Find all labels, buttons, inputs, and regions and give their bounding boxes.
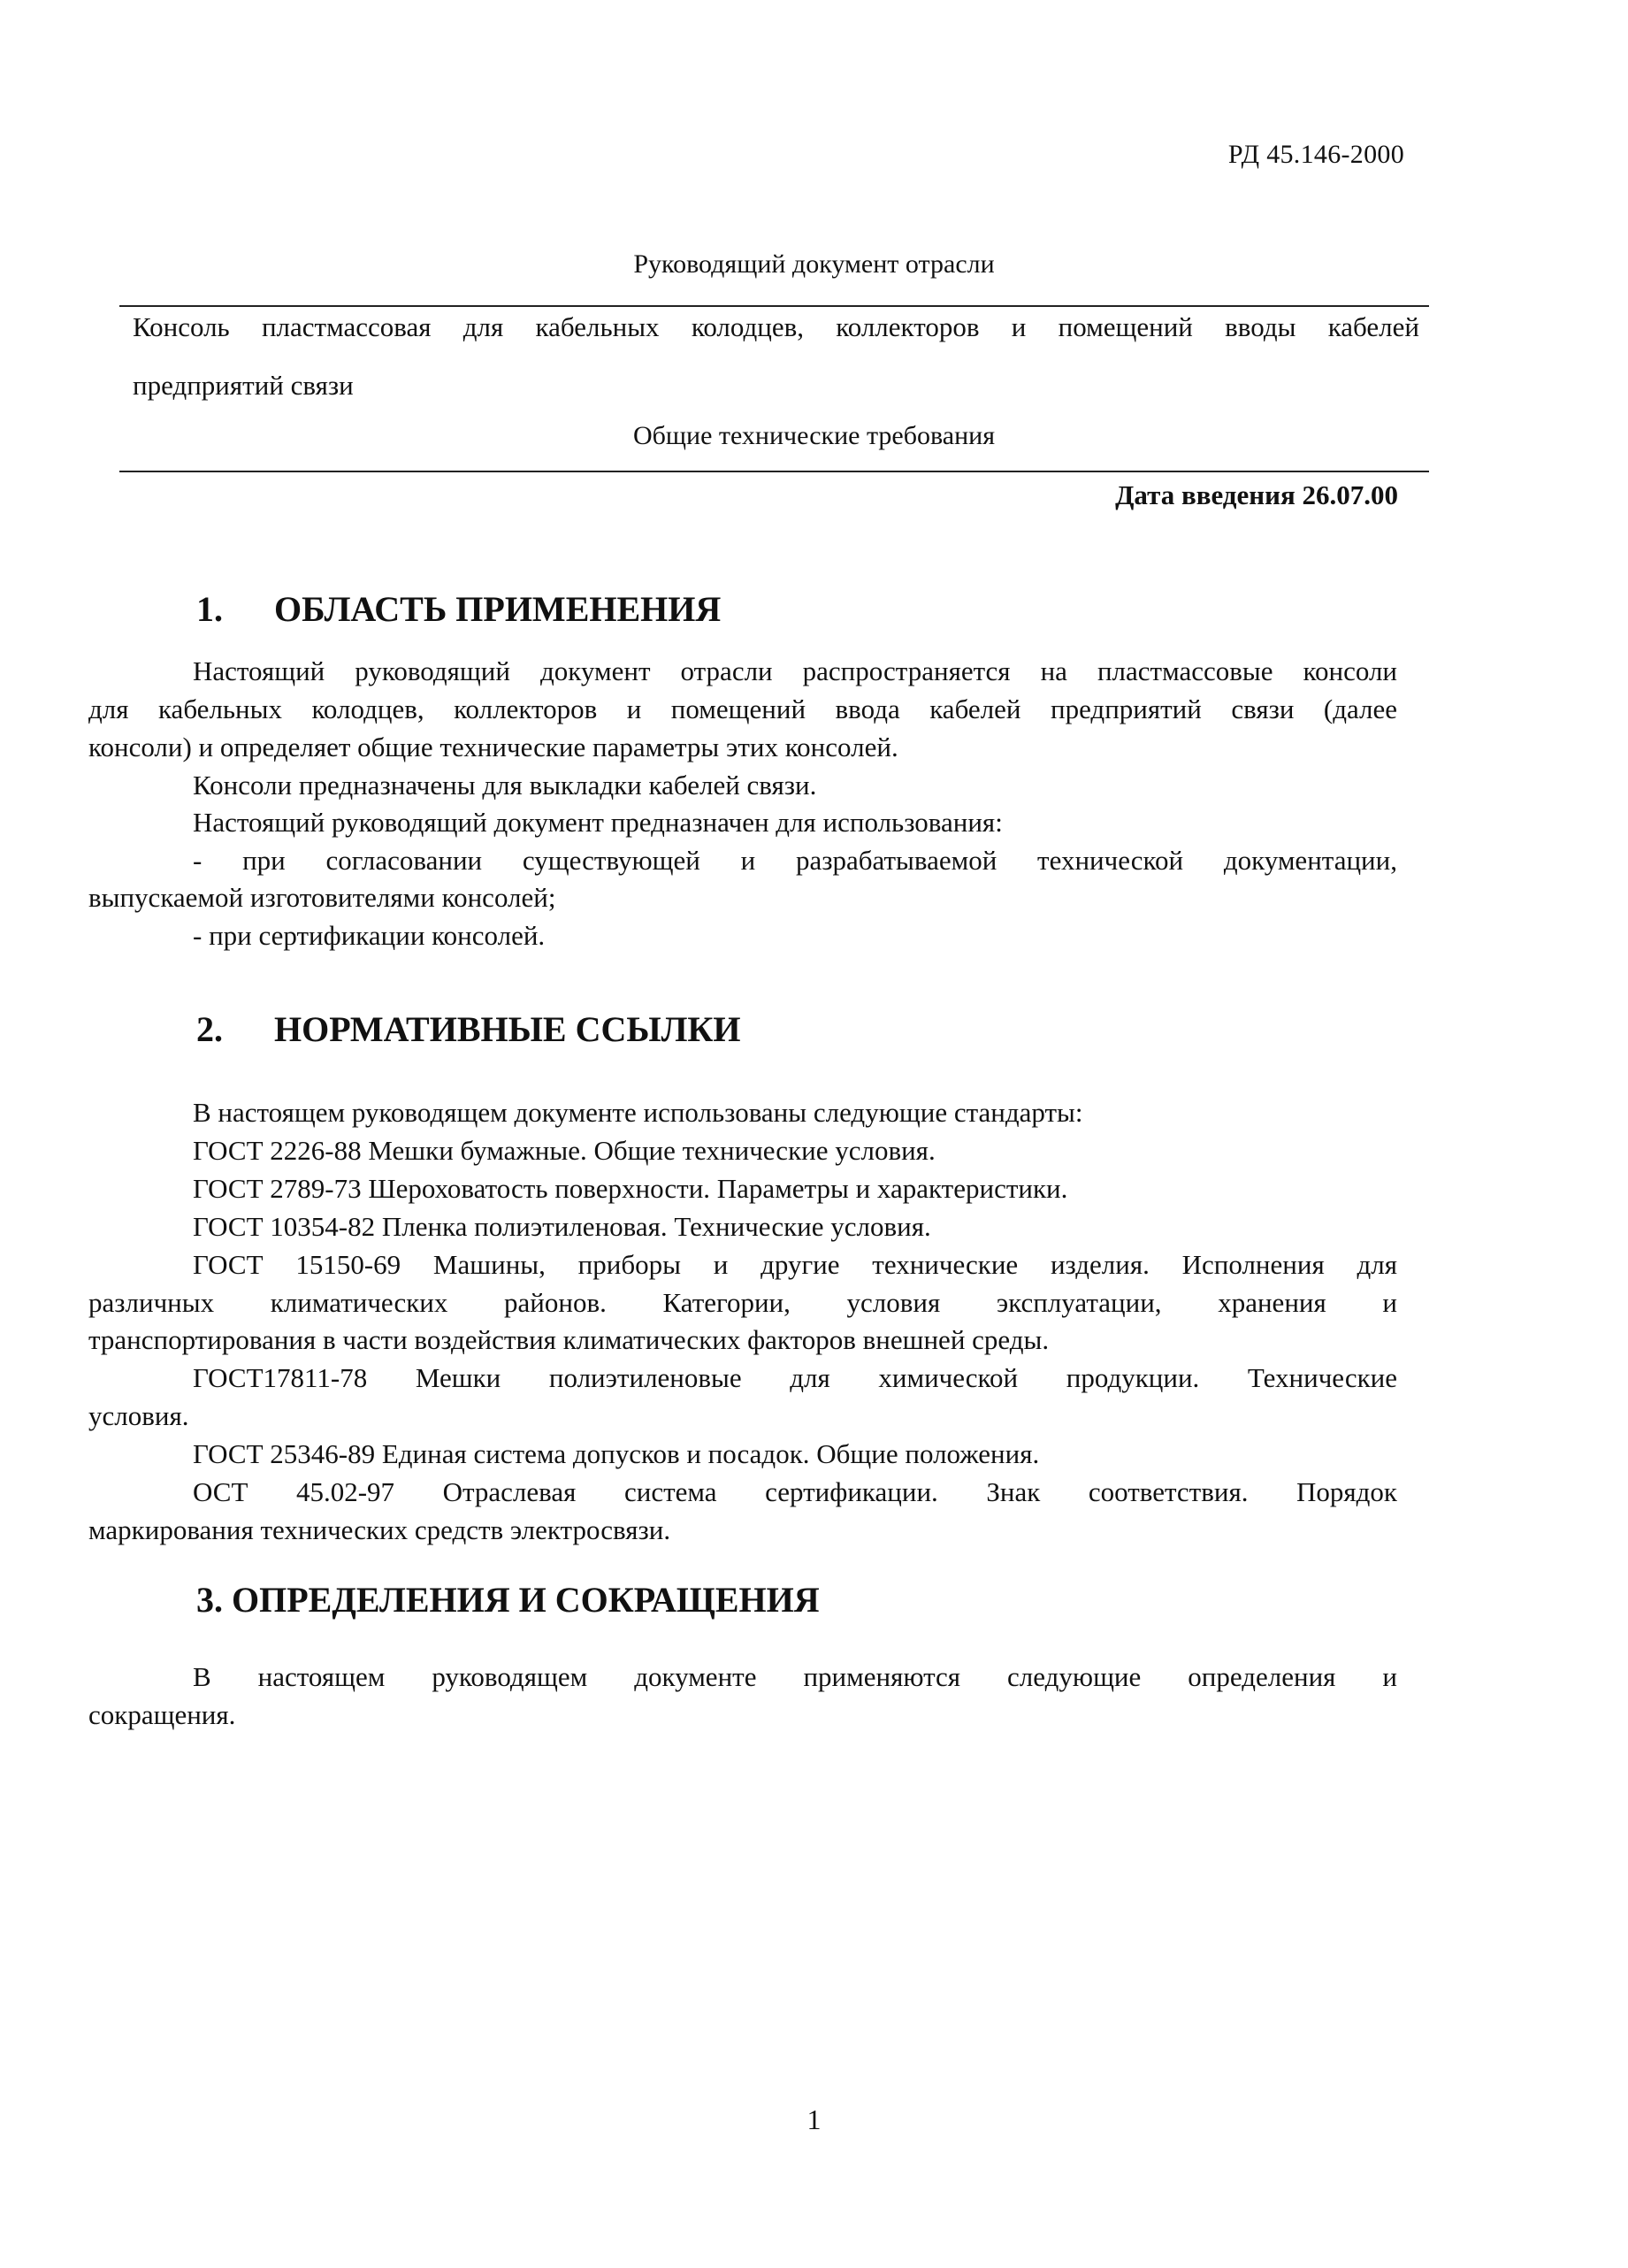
document-code: РД 45.146-2000 [1227,140,1404,169]
section-2-line-1: В настоящем руководящем документе использованы следующие стандарты: [193,1097,1083,1128]
section-1-line-5: Настоящий руководящий документ предназначен для использования: [193,807,1003,838]
section-2-line-3: ГОСТ 2789-73 Шероховатость поверхности. Параметры и характеристики. [193,1173,1068,1204]
section-2-title: НОРМАТИВНЫЕ ССЫЛКИ [274,1009,741,1049]
section-1-line-3: консоли) и определяет общие технические параметры этих консолей. [88,732,898,762]
section-1-line-8: - при сертификации консолей. [193,920,546,951]
document-title-line-1: Консоль пластмассовая для кабельных колодцев, коллекторов и помещений вводы кабелей [133,311,1419,342]
section-2-line-11: ОСТ 45.02-97 Отраслевая система сертификации. Знак соответствия. Порядок [193,1476,1397,1507]
section-1-line-2: для кабельных колодцев, коллекторов и помещений ввода кабелей предприятий связи (далее [88,693,1397,724]
section-1-line-1: Настоящий руководящий документ отрасли распространяется на пластмассовые консоли [193,655,1397,686]
section-2-line-9: условия. [88,1400,189,1431]
section-1-heading [196,588,721,630]
document-subtitle: Общие технические требования [633,421,995,450]
section-3-heading: 3. ОПРЕДЕЛЕНИЯ И СОКРАЩЕНИЯ [196,1580,820,1620]
section-2-line-6: различных климатических районов. Категории, условия эксплуатации, хранения и [88,1287,1397,1318]
section-3-line-1: В настоящем руководящем документе применяются следующие определения и [193,1661,1397,1692]
section-1-line-6: - при согласовании существующей и разрабатываемой технической документации, [193,845,1397,876]
section-2-line-4: ГОСТ 10354-82 Пленка полиэтиленовая. Технические условия. [193,1211,931,1242]
introduction-date: Дата введения 26.07.00 [1115,479,1398,510]
title-top-rule [119,305,1429,307]
section-1-line-7: выпускаемой изготовителями консолей; [88,882,556,913]
page-number: 1 [806,2103,822,2135]
section-1-title: ОБЛАСТЬ ПРИМЕНЕНИЯ [274,589,722,629]
document-kind: Руководящий документ отрасли [633,249,995,279]
section-1-number: 1. [196,589,223,629]
section-2-line-2: ГОСТ 2226-88 Мешки бумажные. Общие технические условия. [193,1135,936,1166]
section-3-line-2: сокращения. [88,1699,236,1730]
title-bottom-rule [119,471,1429,472]
section-1-line-4: Консоли предназначены для выкладки кабелей связи. [193,770,817,801]
section-2-line-7: транспортирования в части воздействия климатических факторов внешней среды. [88,1324,1050,1355]
section-2-number: 2. [196,1009,223,1049]
section-2-line-12: маркирования технических средств электросвязи. [88,1514,671,1545]
section-2-heading [196,1008,741,1050]
document-title-line-2: предприятий связи [133,370,354,401]
section-2-line-5: ГОСТ 15150-69 Машины, приборы и другие технические изделия. Исполнения для [193,1249,1397,1280]
section-2-line-10: ГОСТ 25346-89 Единая система допусков и посадок. Общие положения. [193,1438,1040,1469]
section-2-line-8: ГОСТ17811-78 Мешки полиэтиленовые для химической продукции. Технические [193,1362,1397,1393]
